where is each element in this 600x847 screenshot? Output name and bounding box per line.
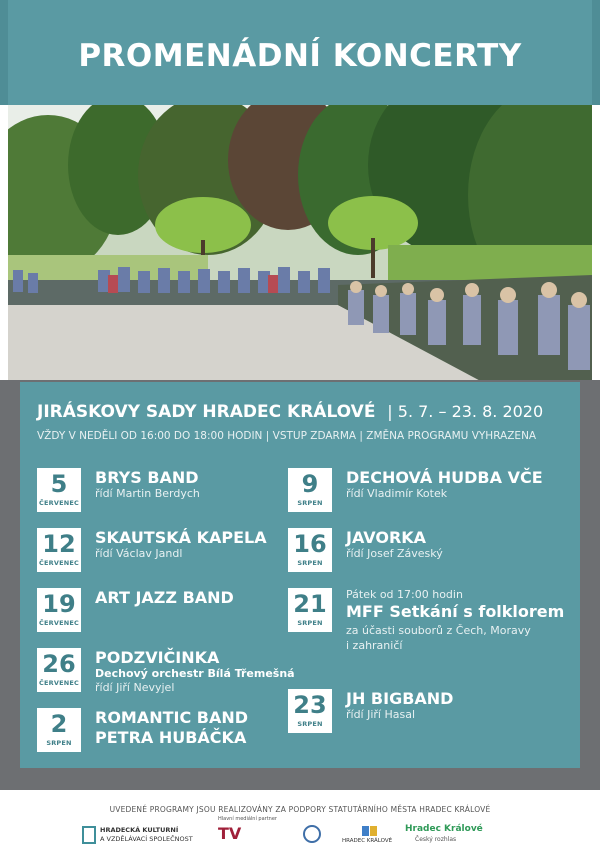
event-name: BRYS BAND [95, 468, 199, 487]
event-name: PODZVIČINKA [95, 648, 220, 667]
event-ensemble: Dechový orchestr Bílá Třemešná [95, 667, 295, 680]
event-description-line2: i zahraničí [346, 639, 403, 652]
venue-name: JIRÁSKOVY SADY HRADEC KRÁLOVÉ [37, 402, 376, 422]
event-name: JAVORKA [346, 528, 427, 547]
date-month: ČERVENEC [39, 559, 79, 567]
date-day: 19 [42, 590, 76, 618]
date-badge [37, 468, 81, 512]
date-day: 16 [293, 530, 327, 558]
date-day: 26 [42, 650, 76, 678]
event-name: ART JAZZ BAND [95, 588, 234, 607]
program-panel [20, 382, 580, 768]
event-conductor: řídí Jiří Hasal [346, 708, 416, 721]
event-name: MFF Setkání s folklorem [346, 602, 565, 621]
date-month: SRPEN [297, 559, 323, 567]
date-month: ČERVENEC [39, 679, 79, 687]
hks-logo [82, 824, 202, 846]
event-conductor: řídí Martin Berdych [95, 487, 200, 500]
event-name-line2: PETRA HUBÁČKA [95, 728, 247, 747]
tv-partner-logo [218, 816, 288, 846]
radio-sub: Český rozhlas [415, 836, 457, 843]
event-description: za účasti souborů z Čech, Moravy [346, 624, 531, 637]
date-day: 9 [301, 470, 319, 498]
event-name: JH BIGBAND [346, 689, 454, 708]
date-badge [288, 528, 332, 572]
event-conductor: řídí Vladimír Kotek [346, 487, 448, 500]
event-name: DECHOVÁ HUDBA VČE [346, 468, 543, 487]
city-logo [342, 824, 402, 846]
event-conductor: řídí Josef Záveský [346, 547, 443, 560]
date-month: ČERVENEC [39, 619, 79, 627]
date-badge [288, 468, 332, 512]
footer-note: UVEDENÉ PROGRAMY JSOU REALIZOVÁNY ZA PODPORY STATUTÁRNÍHO MĚSTA HRADEC KRÁLOVÉ [109, 805, 491, 814]
date-badge [288, 689, 332, 733]
date-month: SRPEN [297, 619, 323, 627]
date-badge [37, 648, 81, 692]
date-month: SRPEN [297, 499, 323, 507]
date-month: ČERVENEC [39, 499, 79, 507]
schedule-note: VŽDY V NEDĚLI OD 16:00 DO 18:00 HODIN | VSTUP ZDARMA | ZMĚNA PROGRAMU VYHRAZENA [37, 430, 537, 442]
date-range: | 5. 7. – 23. 8. 2020 [387, 402, 544, 421]
sponsor-logos [0, 816, 600, 846]
event-name: ROMANTIC BAND [95, 708, 249, 727]
city-crest-icon [360, 824, 380, 838]
date-day: 2 [50, 710, 68, 738]
date-day: 21 [293, 590, 327, 618]
date-day: 5 [50, 470, 68, 498]
circle-badge-icon [302, 824, 322, 844]
event-conductor: řídí Jiří Nevyjel [95, 681, 175, 694]
tv-logo-text: TV [218, 824, 242, 843]
city-label: HRADEC KRÁLOVÉ [342, 838, 393, 844]
tv-partner-label: Hlavní mediální partner [218, 816, 277, 822]
date-badge [37, 528, 81, 572]
page-title: PROMENÁDNÍ KONCERTY [78, 38, 522, 74]
date-month: SRPEN [46, 739, 72, 747]
date-badge [37, 708, 81, 752]
date-day: 12 [42, 530, 76, 558]
hks-mark-icon [82, 826, 96, 844]
hks-line1: HRADECKÁ KULTURNÍ [100, 826, 179, 834]
event-conductor: řídí Václav Jandl [95, 547, 183, 560]
date-badge [288, 588, 332, 632]
date-day: 23 [293, 691, 327, 719]
radio-name: Hradec Králové [405, 824, 483, 834]
circle-logo [302, 824, 324, 846]
hks-line2: A VZDĚLÁVACÍ SPOLEČNOST [100, 835, 193, 843]
event-time-note: Pátek od 17:00 hodin [346, 588, 463, 601]
venue-heading [37, 402, 543, 422]
date-month: SRPEN [297, 720, 323, 728]
event-name: SKAUTSKÁ KAPELA [95, 528, 267, 547]
radio-logo [405, 824, 505, 846]
date-badge [37, 588, 81, 632]
